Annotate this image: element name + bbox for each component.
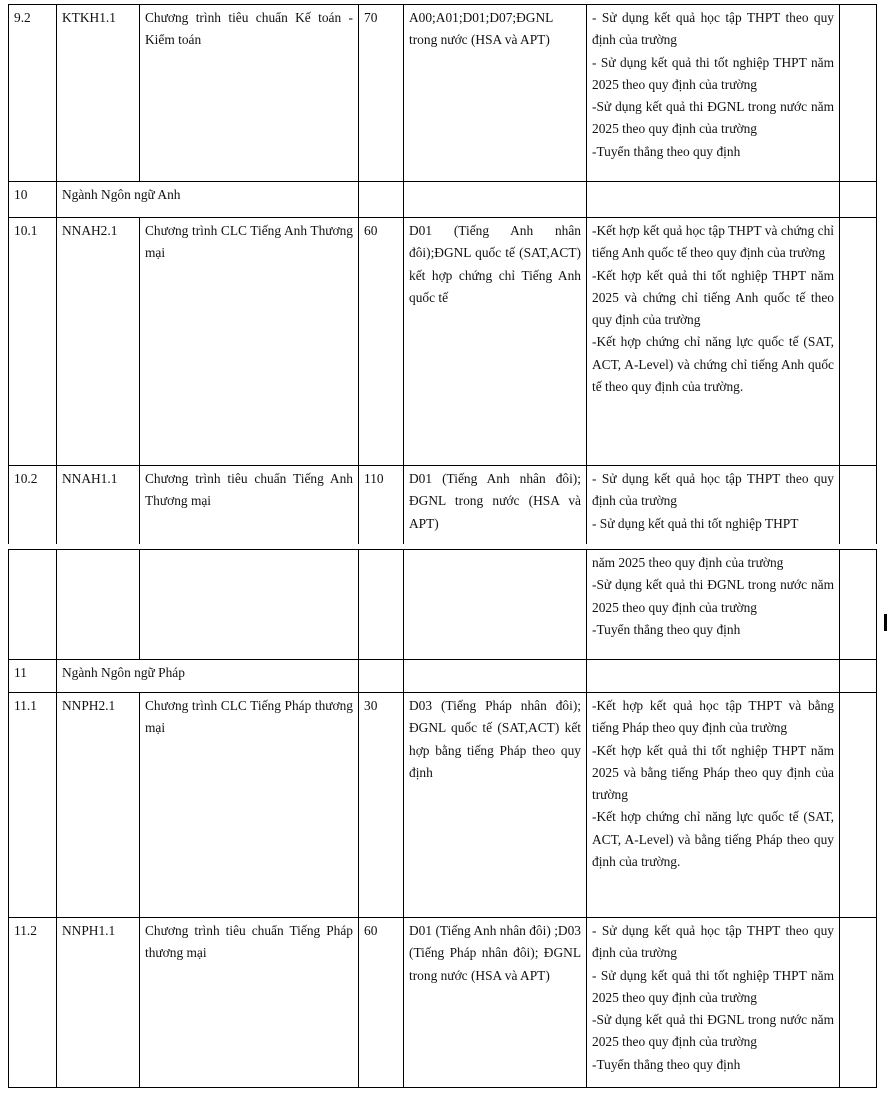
note-cell: [840, 550, 877, 660]
subject-combinations: D03 (Tiếng Pháp nhân đôi); ĐGNL quốc tế (SAT,ACT) kết hợp bằng tiếng Pháp theo quy định: [404, 693, 587, 918]
program-code: KTKH1.1: [57, 5, 140, 182]
method-line: -Tuyển thẳng theo quy định: [592, 143, 741, 159]
note-cell: [840, 693, 877, 918]
admission-methods: [587, 5, 840, 182]
method-line: -Kết hợp kết quả thi tốt nghiệp THPT năm 2025 và chứng chỉ tiếng Anh quốc tế theo quy định của trường: [592, 267, 834, 328]
subject-combinations: D01 (Tiếng Anh nhân đôi) ;D03 (Tiếng Pháp nhân đôi); ĐGNL trong nước (HSA và APT): [404, 918, 587, 1088]
table-row: [9, 466, 877, 546]
program-name: Chương trình tiêu chuẩn Tiếng Anh Thương mại: [140, 466, 359, 546]
table-row: [9, 218, 877, 466]
row-number: 10.2: [9, 466, 57, 546]
admission-methods: [587, 218, 840, 466]
method-line: -Kết hợp kết quả học tập THPT và bằng tiếng Pháp theo quy định của trường: [592, 698, 834, 736]
empty-cell: [404, 660, 587, 693]
method-line: -Kết hợp chứng chỉ năng lực quốc tế (SAT, ACT, A-Level) và chứng chỉ tiếng Anh quốc tế theo quy định của trường.: [592, 334, 834, 395]
table-row: [9, 550, 877, 660]
admission-methods: [587, 466, 840, 546]
method-line: -Sử dụng kết quả thi ĐGNL trong nước năm 2025 theo quy định của trường: [592, 99, 834, 137]
program-code: NNPH1.1: [57, 918, 140, 1088]
admission-methods: [587, 693, 840, 918]
admission-methods: [587, 918, 840, 1088]
method-line: -Kết hợp chứng chỉ năng lực quốc tế (SAT, ACT, A-Level) và bằng tiếng Pháp theo quy định của trường.: [592, 809, 834, 870]
row-number: 10: [9, 182, 57, 218]
row-number: 10.1: [9, 218, 57, 466]
program-code: NNPH2.1: [57, 693, 140, 918]
program-name: Chương trình tiêu chuẩn Kế toán - Kiểm toán: [140, 5, 359, 182]
method-line: -Sử dụng kết quả thi ĐGNL trong nước năm 2025 theo quy định của trường: [592, 577, 834, 615]
major-heading: Ngành Ngôn ngữ Anh: [57, 182, 359, 218]
quota: [359, 550, 404, 660]
row-number: 11.2: [9, 918, 57, 1088]
note-cell: [840, 918, 877, 1088]
method-line: - Sử dụng kết quả học tập THPT theo quy định của trường: [592, 923, 834, 961]
method-line: -Tuyển thẳng theo quy định: [592, 1056, 741, 1072]
empty-cell: [359, 660, 404, 693]
note-cell: [840, 5, 877, 182]
empty-cell: [587, 660, 840, 693]
program-name: Chương trình CLC Tiếng Anh Thương mại: [140, 218, 359, 466]
admission-methods: [587, 550, 840, 660]
program-code: [57, 550, 140, 660]
quota: 60: [359, 918, 404, 1088]
program-code: NNAH1.1: [57, 466, 140, 546]
major-heading: Ngành Ngôn ngữ Pháp: [57, 660, 359, 693]
empty-cell: [404, 182, 587, 218]
empty-cell: [840, 182, 877, 218]
note-cell: [840, 218, 877, 466]
method-line: năm 2025 theo quy định của trường: [592, 555, 784, 570]
table-row: [9, 182, 877, 218]
method-line: - Sử dụng kết quả học tập THPT theo quy định của trường: [592, 10, 834, 48]
method-line: -Kết hợp kết quả học tập THPT và chứng chỉ tiếng Anh quốc tế theo quy định của trường: [592, 223, 834, 261]
subject-combinations: D01 (Tiếng Anh nhân đôi);ĐGNL quốc tế (SAT,ACT) kết hợp chứng chỉ Tiếng Anh quốc tế: [404, 218, 587, 466]
row-number: [9, 550, 57, 660]
empty-cell: [840, 660, 877, 693]
method-line: -Kết hợp kết quả thi tốt nghiệp THPT năm 2025 và bằng tiếng Pháp theo quy định của trường: [592, 742, 834, 803]
quota: 30: [359, 693, 404, 918]
row-number: 9.2: [9, 5, 57, 182]
quota: 70: [359, 5, 404, 182]
table-row: [9, 660, 877, 693]
row-number: 11: [9, 660, 57, 693]
table-row: [9, 5, 877, 182]
program-name: [140, 550, 359, 660]
method-line: -Tuyển thẳng theo quy định: [592, 621, 741, 637]
quota: 60: [359, 218, 404, 466]
method-line: - Sử dụng kết quả thi tốt nghiệp THPT năm 2025 theo quy định của trường: [592, 967, 834, 1005]
method-line: - Sử dụng kết quả học tập THPT theo quy định của trường: [592, 471, 834, 509]
scroll-marker: [884, 614, 887, 631]
row-number: 11.1: [9, 693, 57, 918]
subject-combinations: A00;A01;D01;D07;ĐGNL trong nước (HSA và APT): [404, 5, 587, 182]
table-row: [9, 918, 877, 1088]
subject-combinations: D01 (Tiếng Anh nhân đôi); ĐGNL trong nước (HSA và APT): [404, 466, 587, 546]
admission-table-bottom: [8, 549, 877, 1088]
program-code: NNAH2.1: [57, 218, 140, 466]
table-row: [9, 693, 877, 918]
admission-table-top: [8, 4, 877, 546]
subject-combinations: [404, 550, 587, 660]
empty-cell: [359, 182, 404, 218]
program-name: Chương trình CLC Tiếng Pháp thương mại: [140, 693, 359, 918]
program-name: Chương trình tiêu chuẩn Tiếng Pháp thương mại: [140, 918, 359, 1088]
note-cell: [840, 466, 877, 546]
method-line: - Sử dụng kết quả thi tốt nghiệp THPT năm 2025 theo quy định của trường: [592, 54, 834, 92]
quota: 110: [359, 466, 404, 546]
empty-cell: [587, 182, 840, 218]
method-line: - Sử dụng kết quả thi tốt nghiệp THPT: [592, 515, 799, 531]
method-line: -Sử dụng kết quả thi ĐGNL trong nước năm 2025 theo quy định của trường: [592, 1012, 834, 1050]
